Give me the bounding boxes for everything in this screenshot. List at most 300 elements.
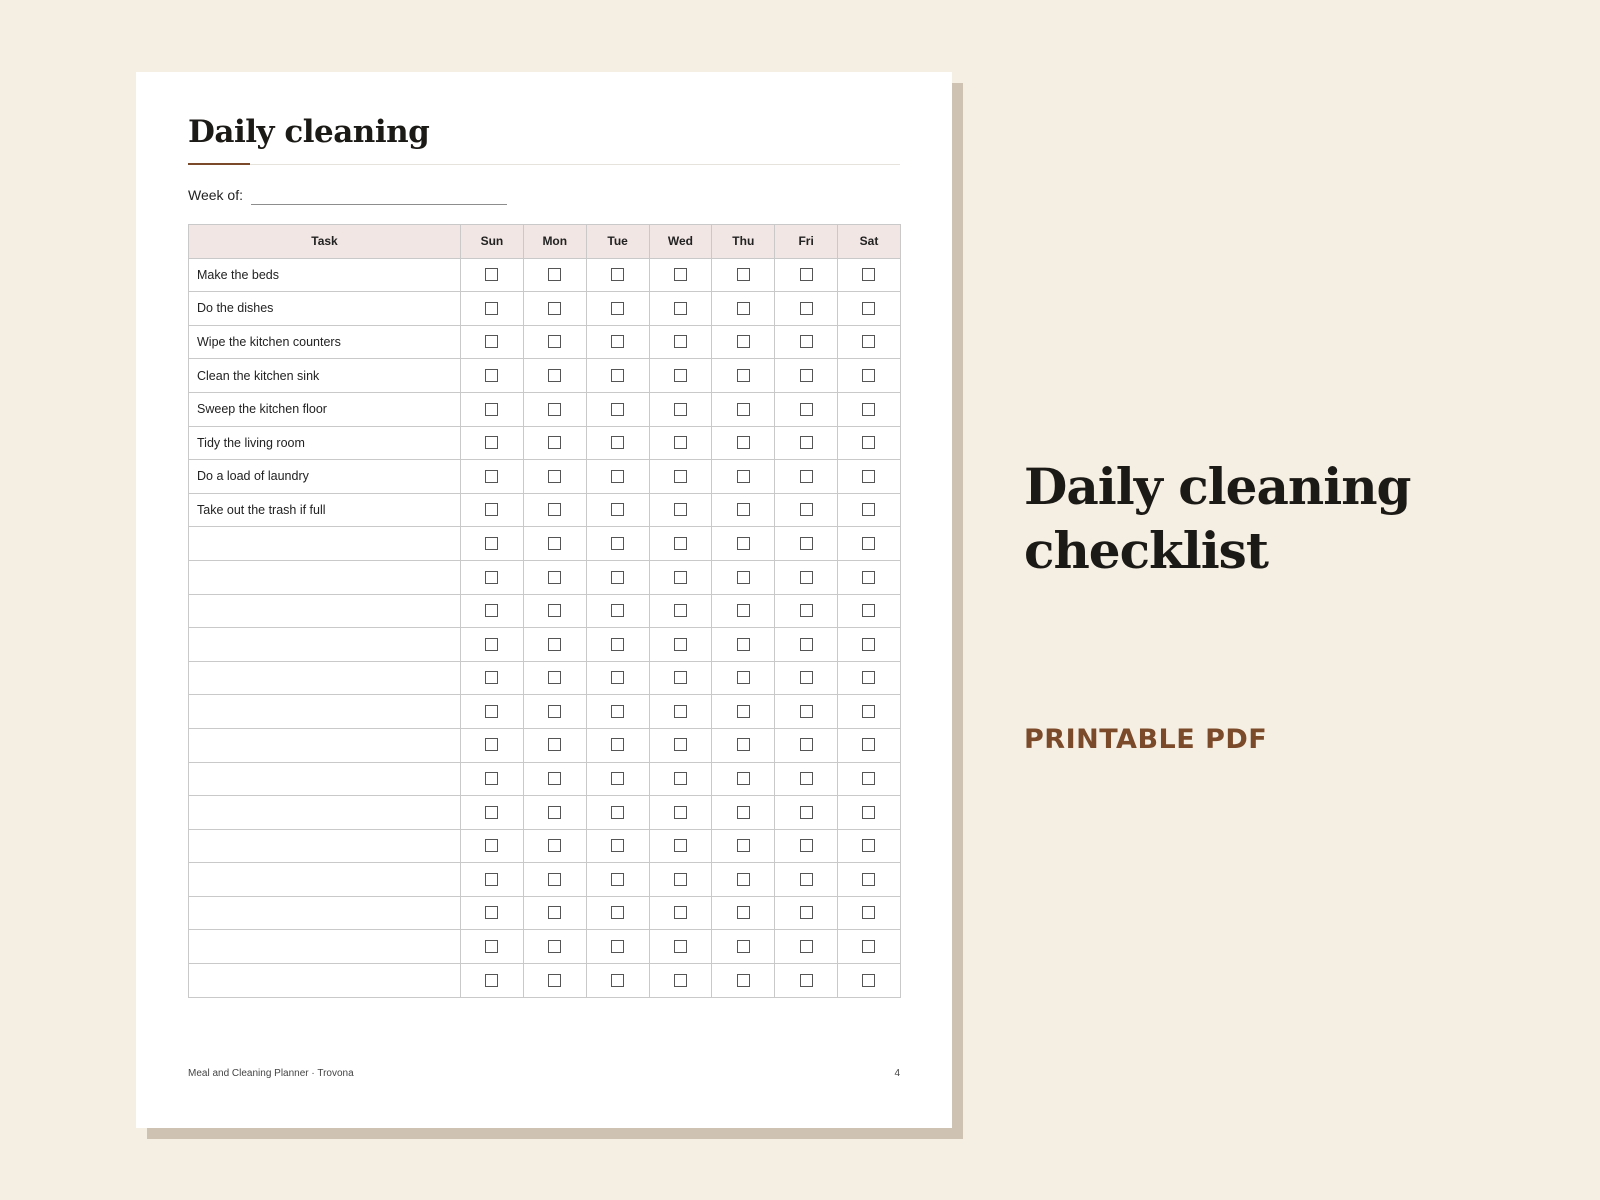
checkbox[interactable] [611, 268, 624, 281]
checkbox[interactable] [862, 806, 875, 819]
day-checkbox-cell [649, 560, 712, 594]
checkbox[interactable] [862, 302, 875, 315]
day-checkbox-cell [712, 392, 775, 426]
task-name-cell[interactable] [189, 796, 461, 830]
checkbox[interactable] [548, 671, 561, 684]
table-row [189, 325, 901, 359]
task-name-cell[interactable] [189, 863, 461, 897]
day-checkbox-cell [838, 258, 901, 292]
day-checkbox-cell [523, 594, 586, 628]
checkbox[interactable] [862, 906, 875, 919]
checkbox[interactable] [485, 302, 498, 315]
checkbox[interactable] [674, 571, 687, 584]
checkbox[interactable] [674, 839, 687, 852]
checkbox[interactable] [611, 638, 624, 651]
checkbox[interactable] [674, 302, 687, 315]
day-checkbox-cell [649, 359, 712, 393]
checkbox[interactable] [548, 436, 561, 449]
day-checkbox-cell [838, 325, 901, 359]
day-checkbox-cell [523, 258, 586, 292]
task-name-cell[interactable] [189, 964, 461, 998]
task-name-cell[interactable] [189, 762, 461, 796]
task-column-header: Task [189, 225, 461, 259]
checkbox[interactable] [548, 839, 561, 852]
day-checkbox-cell [838, 964, 901, 998]
checkbox[interactable] [485, 873, 498, 886]
checkbox[interactable] [737, 403, 750, 416]
checkbox[interactable] [611, 974, 624, 987]
checkbox[interactable] [611, 940, 624, 953]
checkbox[interactable] [611, 335, 624, 348]
checkbox[interactable] [548, 806, 561, 819]
day-checkbox-cell [775, 762, 838, 796]
checkbox[interactable] [485, 638, 498, 651]
checkbox[interactable] [548, 738, 561, 751]
checkbox[interactable] [674, 403, 687, 416]
day-checkbox-cell [461, 863, 524, 897]
task-name-cell[interactable]: Do a load of laundry [189, 460, 461, 494]
checkbox[interactable] [862, 638, 875, 651]
checkbox[interactable] [862, 974, 875, 987]
day-checkbox-cell [838, 426, 901, 460]
checkbox[interactable] [548, 503, 561, 516]
task-name-cell[interactable] [189, 728, 461, 762]
checkbox[interactable] [737, 571, 750, 584]
task-name-cell[interactable] [189, 527, 461, 561]
checkbox[interactable] [800, 604, 813, 617]
checkbox[interactable] [737, 806, 750, 819]
checkbox[interactable] [674, 772, 687, 785]
checkbox[interactable] [737, 705, 750, 718]
checkbox[interactable] [485, 436, 498, 449]
checkbox[interactable] [611, 604, 624, 617]
table-row [189, 258, 901, 292]
table-row [189, 896, 901, 930]
checkbox[interactable] [862, 873, 875, 886]
checkbox[interactable] [611, 806, 624, 819]
checkbox[interactable] [737, 503, 750, 516]
checkbox[interactable] [674, 268, 687, 281]
checkbox[interactable] [548, 470, 561, 483]
checkbox[interactable] [862, 503, 875, 516]
day-checkbox-cell [775, 695, 838, 729]
table-row [189, 728, 901, 762]
checkbox[interactable] [800, 940, 813, 953]
day-checkbox-cell [649, 728, 712, 762]
checkbox[interactable] [485, 772, 498, 785]
day-checkbox-cell [649, 392, 712, 426]
day-checkbox-cell [523, 661, 586, 695]
day-checkbox-cell [586, 829, 649, 863]
checkbox[interactable] [737, 772, 750, 785]
task-name-cell[interactable] [189, 930, 461, 964]
checkbox[interactable] [674, 705, 687, 718]
checkbox[interactable] [800, 906, 813, 919]
checkbox[interactable] [485, 571, 498, 584]
table-row [189, 460, 901, 494]
checkbox[interactable] [862, 369, 875, 382]
checkbox[interactable] [674, 806, 687, 819]
checkbox[interactable] [548, 268, 561, 281]
checkbox[interactable] [674, 940, 687, 953]
checkbox[interactable] [485, 738, 498, 751]
table-row [189, 392, 901, 426]
cleaning-checklist-table [188, 224, 901, 998]
checkbox[interactable] [737, 738, 750, 751]
checkbox[interactable] [674, 436, 687, 449]
checkbox[interactable] [737, 940, 750, 953]
task-name-cell[interactable]: Take out the trash if full [189, 493, 461, 527]
checkbox[interactable] [674, 738, 687, 751]
day-checkbox-cell [712, 258, 775, 292]
checkbox[interactable] [862, 537, 875, 550]
task-name-cell[interactable]: Sweep the kitchen floor [189, 392, 461, 426]
day-checkbox-cell [461, 728, 524, 762]
day-checkbox-cell [712, 527, 775, 561]
day-checkbox-cell [712, 594, 775, 628]
week-of-write-line[interactable] [251, 204, 507, 205]
checkbox[interactable] [611, 671, 624, 684]
task-name-cell[interactable] [189, 695, 461, 729]
checkbox[interactable] [674, 537, 687, 550]
planner-page [136, 72, 952, 1128]
checkbox[interactable] [548, 638, 561, 651]
checkbox[interactable] [737, 638, 750, 651]
checkbox[interactable] [548, 906, 561, 919]
day-checkbox-cell [775, 493, 838, 527]
checkbox[interactable] [737, 906, 750, 919]
checkbox[interactable] [737, 369, 750, 382]
checkbox[interactable] [485, 537, 498, 550]
day-checkbox-cell [461, 426, 524, 460]
day-checkbox-cell [586, 359, 649, 393]
checkbox[interactable] [611, 571, 624, 584]
checkbox[interactable] [548, 302, 561, 315]
day-checkbox-cell [712, 493, 775, 527]
checkbox[interactable] [548, 369, 561, 382]
day-checkbox-cell [838, 527, 901, 561]
day-checkbox-cell [838, 292, 901, 326]
checkbox[interactable] [485, 974, 498, 987]
day-checkbox-cell [712, 762, 775, 796]
table-row [189, 964, 901, 998]
day-checkbox-cell [712, 426, 775, 460]
checkbox[interactable] [862, 671, 875, 684]
task-name-cell[interactable] [189, 628, 461, 662]
day-checkbox-cell [649, 325, 712, 359]
checkbox[interactable] [862, 571, 875, 584]
checkbox[interactable] [674, 604, 687, 617]
checkbox[interactable] [485, 806, 498, 819]
checkbox[interactable] [485, 369, 498, 382]
title-divider [188, 164, 900, 165]
checkbox[interactable] [737, 604, 750, 617]
checkbox[interactable] [548, 940, 561, 953]
day-checkbox-cell [461, 527, 524, 561]
day-checkbox-cell [775, 325, 838, 359]
day-checkbox-cell [838, 493, 901, 527]
day-checkbox-cell [461, 392, 524, 426]
checkbox[interactable] [800, 403, 813, 416]
day-checkbox-cell [712, 661, 775, 695]
checkbox[interactable] [674, 638, 687, 651]
checkbox[interactable] [862, 436, 875, 449]
task-name-cell[interactable]: Clean the kitchen sink [189, 359, 461, 393]
day-checkbox-cell [461, 594, 524, 628]
checkbox[interactable] [485, 705, 498, 718]
checkbox[interactable] [485, 906, 498, 919]
checkbox[interactable] [800, 335, 813, 348]
day-checkbox-cell [586, 661, 649, 695]
checkbox[interactable] [485, 604, 498, 617]
checkbox[interactable] [548, 772, 561, 785]
day-checkbox-cell [523, 628, 586, 662]
table-row [189, 930, 901, 964]
checkbox[interactable] [611, 738, 624, 751]
checkbox[interactable] [737, 873, 750, 886]
checkbox[interactable] [737, 671, 750, 684]
day-column-header: Sat [838, 225, 901, 259]
checkbox[interactable] [674, 369, 687, 382]
checkbox[interactable] [800, 503, 813, 516]
checkbox[interactable] [737, 537, 750, 550]
checkbox[interactable] [800, 839, 813, 852]
day-checkbox-cell [838, 628, 901, 662]
checkbox[interactable] [800, 806, 813, 819]
day-checkbox-cell [523, 695, 586, 729]
checkbox[interactable] [485, 403, 498, 416]
checkbox[interactable] [611, 537, 624, 550]
promo-title-line-1: Daily cleaning [1024, 457, 1411, 516]
checkbox[interactable] [862, 839, 875, 852]
checkbox[interactable] [611, 772, 624, 785]
task-name-cell[interactable] [189, 594, 461, 628]
checkbox[interactable] [737, 302, 750, 315]
table-row [189, 292, 901, 326]
checkbox[interactable] [737, 974, 750, 987]
checkbox[interactable] [737, 470, 750, 483]
checkbox[interactable] [611, 369, 624, 382]
checkbox[interactable] [800, 537, 813, 550]
day-checkbox-cell [649, 964, 712, 998]
day-checkbox-cell [712, 560, 775, 594]
checkbox[interactable] [611, 839, 624, 852]
day-checkbox-cell [586, 325, 649, 359]
day-checkbox-cell [586, 426, 649, 460]
checkbox[interactable] [800, 302, 813, 315]
checkbox[interactable] [548, 335, 561, 348]
day-checkbox-cell [649, 661, 712, 695]
table-row [189, 560, 901, 594]
task-name-cell[interactable]: Tidy the living room [189, 426, 461, 460]
checkbox[interactable] [862, 705, 875, 718]
task-name-cell[interactable] [189, 896, 461, 930]
checkbox[interactable] [862, 403, 875, 416]
day-checkbox-cell [838, 930, 901, 964]
checkbox[interactable] [611, 906, 624, 919]
checkbox[interactable] [485, 671, 498, 684]
checkbox[interactable] [611, 705, 624, 718]
checkbox[interactable] [800, 772, 813, 785]
checkbox[interactable] [548, 873, 561, 886]
day-checkbox-cell [838, 796, 901, 830]
day-checkbox-cell [649, 829, 712, 863]
task-name-cell[interactable]: Make the beds [189, 258, 461, 292]
day-checkbox-cell [838, 392, 901, 426]
day-checkbox-cell [838, 762, 901, 796]
day-checkbox-cell [586, 728, 649, 762]
checkbox[interactable] [611, 470, 624, 483]
day-checkbox-cell [523, 426, 586, 460]
checkbox[interactable] [674, 335, 687, 348]
checkbox[interactable] [674, 873, 687, 886]
day-checkbox-cell [461, 896, 524, 930]
day-checkbox-cell [649, 863, 712, 897]
checkbox[interactable] [674, 503, 687, 516]
day-checkbox-cell [775, 292, 838, 326]
checkbox[interactable] [862, 335, 875, 348]
day-column-header: Mon [523, 225, 586, 259]
day-checkbox-cell [461, 930, 524, 964]
day-checkbox-cell [712, 863, 775, 897]
day-checkbox-cell [586, 796, 649, 830]
checkbox[interactable] [548, 604, 561, 617]
day-checkbox-cell [712, 896, 775, 930]
task-name-cell[interactable] [189, 829, 461, 863]
checkbox[interactable] [800, 738, 813, 751]
day-checkbox-cell [649, 594, 712, 628]
checkbox[interactable] [737, 335, 750, 348]
day-checkbox-cell [838, 359, 901, 393]
checkbox[interactable] [862, 604, 875, 617]
checkbox[interactable] [548, 974, 561, 987]
day-checkbox-cell [586, 930, 649, 964]
checkbox[interactable] [862, 940, 875, 953]
checkbox[interactable] [862, 772, 875, 785]
day-checkbox-cell [775, 796, 838, 830]
checkbox[interactable] [548, 705, 561, 718]
day-checkbox-cell [523, 728, 586, 762]
day-checkbox-cell [649, 896, 712, 930]
checkbox[interactable] [737, 839, 750, 852]
day-checkbox-cell [649, 796, 712, 830]
day-checkbox-cell [649, 527, 712, 561]
table-header-row [189, 225, 901, 259]
day-checkbox-cell [586, 292, 649, 326]
checkbox[interactable] [674, 906, 687, 919]
day-checkbox-cell [838, 695, 901, 729]
checkbox[interactable] [862, 268, 875, 281]
checkbox[interactable] [800, 638, 813, 651]
day-checkbox-cell [523, 392, 586, 426]
checkbox[interactable] [548, 571, 561, 584]
checkbox[interactable] [800, 873, 813, 886]
checkbox[interactable] [737, 268, 750, 281]
table-row [189, 661, 901, 695]
checkbox[interactable] [800, 571, 813, 584]
checkbox[interactable] [548, 537, 561, 550]
checkbox[interactable] [548, 403, 561, 416]
task-name-cell[interactable] [189, 661, 461, 695]
task-rows [189, 258, 901, 997]
day-checkbox-cell [461, 258, 524, 292]
day-checkbox-cell [775, 392, 838, 426]
checkbox[interactable] [611, 873, 624, 886]
day-checkbox-cell [461, 493, 524, 527]
day-checkbox-cell [586, 392, 649, 426]
day-checkbox-cell [712, 829, 775, 863]
checkbox[interactable] [800, 705, 813, 718]
task-name-cell[interactable] [189, 560, 461, 594]
task-name-cell[interactable]: Wipe the kitchen counters [189, 325, 461, 359]
day-checkbox-cell [775, 594, 838, 628]
checkbox[interactable] [611, 403, 624, 416]
checkbox[interactable] [737, 436, 750, 449]
checkbox[interactable] [611, 302, 624, 315]
checkbox[interactable] [800, 974, 813, 987]
day-checkbox-cell [461, 829, 524, 863]
checkbox[interactable] [800, 369, 813, 382]
checkbox[interactable] [485, 503, 498, 516]
day-checkbox-cell [712, 325, 775, 359]
checkbox[interactable] [485, 268, 498, 281]
checkbox[interactable] [485, 940, 498, 953]
day-checkbox-cell [461, 628, 524, 662]
day-checkbox-cell [838, 829, 901, 863]
day-checkbox-cell [586, 863, 649, 897]
checkbox[interactable] [674, 470, 687, 483]
day-checkbox-cell [775, 426, 838, 460]
day-checkbox-cell [649, 258, 712, 292]
checkbox[interactable] [485, 839, 498, 852]
checkbox[interactable] [485, 335, 498, 348]
checkbox[interactable] [674, 671, 687, 684]
checkbox[interactable] [485, 470, 498, 483]
table-row [189, 829, 901, 863]
checkbox[interactable] [611, 503, 624, 516]
checkbox[interactable] [674, 974, 687, 987]
checkbox[interactable] [862, 738, 875, 751]
table-row [189, 594, 901, 628]
day-checkbox-cell [712, 930, 775, 964]
checkbox[interactable] [862, 470, 875, 483]
day-checkbox-cell [649, 493, 712, 527]
day-checkbox-cell [586, 258, 649, 292]
checkbox[interactable] [611, 436, 624, 449]
day-checkbox-cell [461, 359, 524, 393]
table-row [189, 863, 901, 897]
day-column-header: Tue [586, 225, 649, 259]
day-checkbox-cell [523, 359, 586, 393]
day-checkbox-cell [586, 460, 649, 494]
table-row [189, 796, 901, 830]
day-checkbox-cell [523, 796, 586, 830]
day-checkbox-cell [586, 527, 649, 561]
day-checkbox-cell [523, 493, 586, 527]
day-checkbox-cell [775, 560, 838, 594]
checkbox[interactable] [800, 470, 813, 483]
checkbox[interactable] [800, 436, 813, 449]
task-name-cell[interactable]: Do the dishes [189, 292, 461, 326]
day-checkbox-cell [775, 258, 838, 292]
day-checkbox-cell [649, 695, 712, 729]
checkbox[interactable] [800, 671, 813, 684]
checkbox[interactable] [800, 268, 813, 281]
table-row [189, 628, 901, 662]
page-number: 4 [894, 1068, 900, 1079]
promo-title-line-2: checklist [1024, 521, 1268, 580]
day-checkbox-cell [523, 930, 586, 964]
